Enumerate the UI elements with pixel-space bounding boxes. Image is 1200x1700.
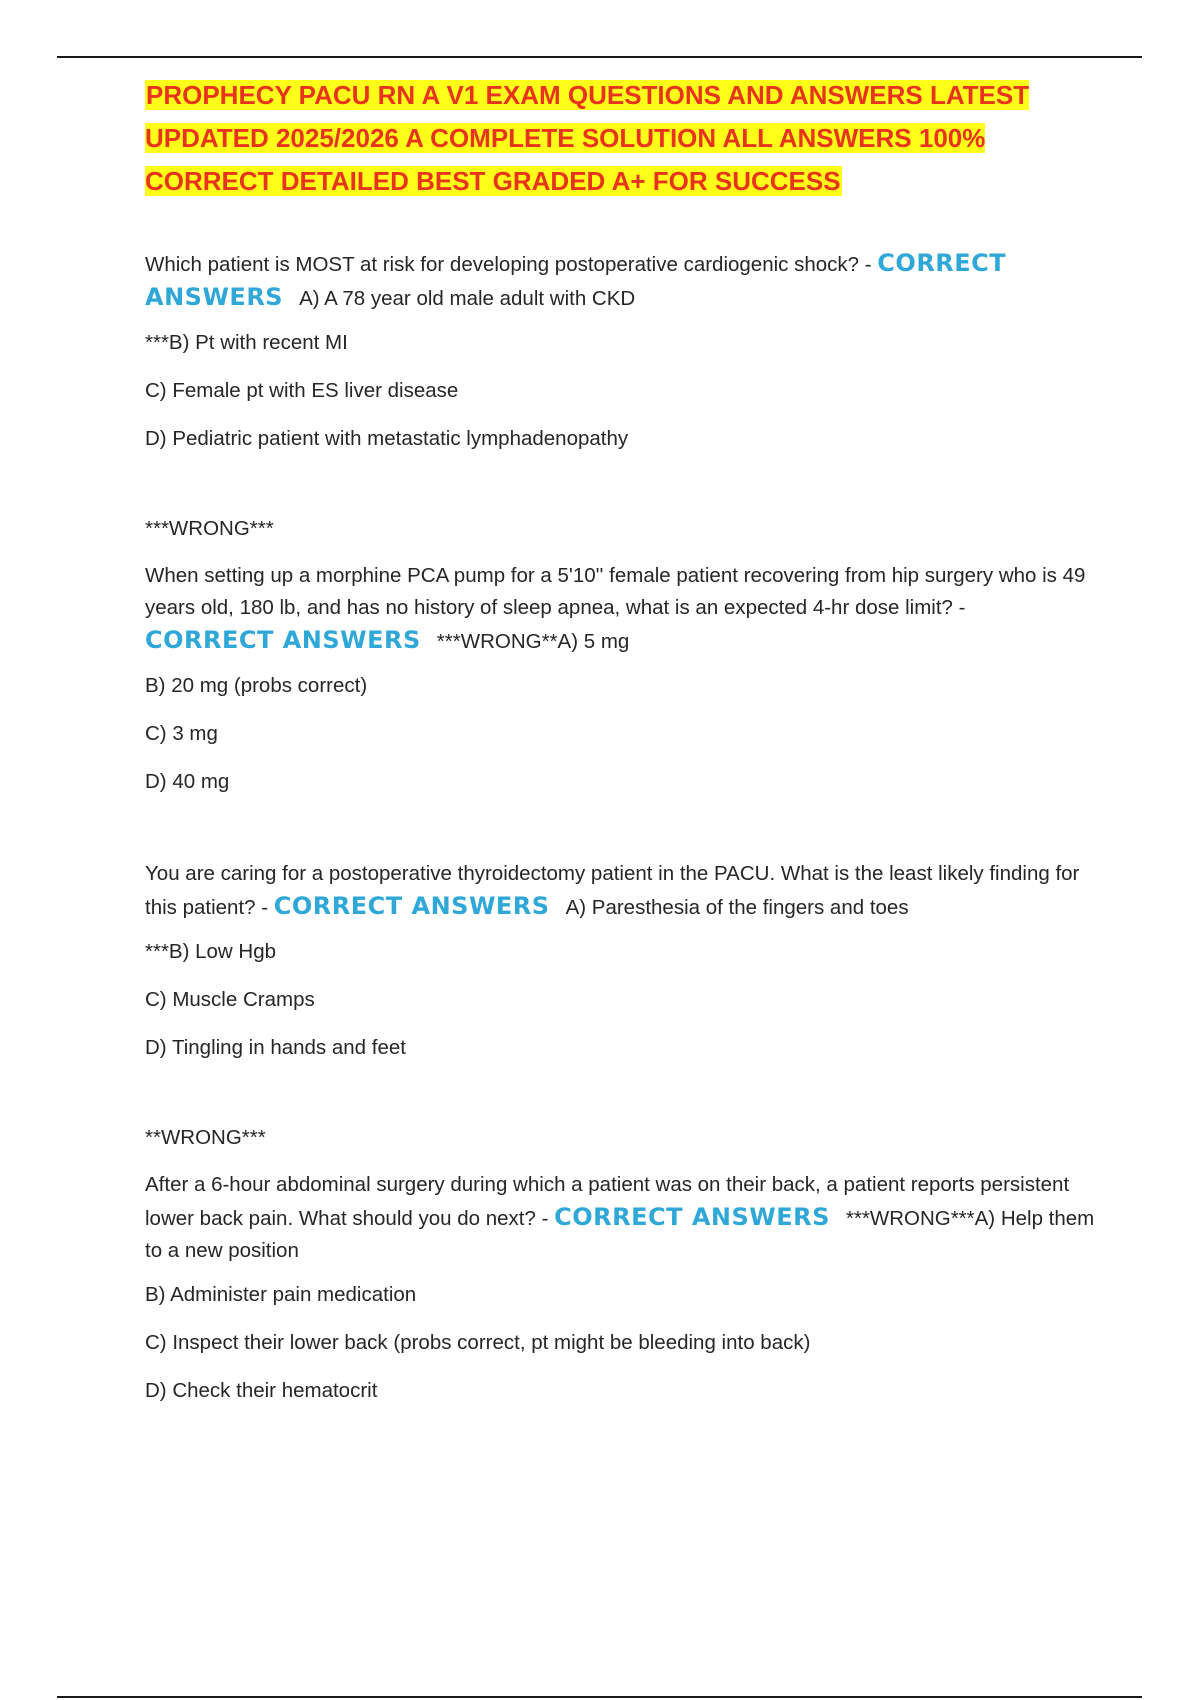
question-4-answer-a: ***WRONG***A) Help them to a new position <box>145 1207 1095 1262</box>
question-3-text: You are caring for a postoperative thyroidectomy patient in the PACU. What is the least likely finding for this patient? - <box>145 862 1080 919</box>
question-1-answer-a: A) A 78 year old male adult with CKD <box>299 287 636 310</box>
correct-answers-label: CORRECT ANSWERS <box>554 1203 830 1231</box>
question-4-option-c: C) Inspect their lower back (probs correct, pt might be bleeding into back) <box>145 1331 811 1354</box>
question-4-stem <box>145 1169 1095 1267</box>
question-1-option-b: ***B) Pt with recent MI <box>145 331 348 354</box>
question-2-option-c: C) 3 mg <box>145 722 218 745</box>
page-top-rule <box>57 56 1142 58</box>
correct-answers-label: CORRECT ANSWERS <box>145 626 421 654</box>
document-body <box>145 74 1095 1425</box>
page-bottom-rule <box>57 1696 1142 1698</box>
question-2-option-b: B) 20 mg (probs correct) <box>145 674 368 697</box>
question-4-option-b: B) Administer pain medication <box>145 1283 417 1306</box>
document-title <box>145 74 1095 203</box>
question-3-stem <box>145 858 1095 924</box>
question-3-option-d: D) Tingling in hands and feet <box>145 1036 406 1059</box>
question-4-marker: **WRONG*** <box>145 1126 266 1149</box>
question-1-text: Which patient is MOST at risk for developing postoperative cardiogenic shock? - <box>145 253 872 276</box>
question-3-answer-a: A) Paresthesia of the fingers and toes <box>565 896 909 919</box>
question-4-text: After a 6-hour abdominal surgery during which a patient was on their back, a patient reports persistent lower back pain. What should you do next? - <box>145 1173 1070 1230</box>
question-2-answer-a: ***WRONG**A) 5 mg <box>436 630 630 653</box>
correct-answers-label: CORRECT ANSWERS <box>273 892 550 920</box>
correct-answers-label: CORRECT ANSWERS <box>145 249 1007 311</box>
question-1-option-d: D) Pediatric patient with metastatic lymphadenopathy <box>145 427 629 450</box>
question-3-option-b: ***B) Low Hgb <box>145 940 277 963</box>
question-2-text: When setting up a morphine PCA pump for a 5'10'' female patient recovering from hip surgery who is 49 years old, 180 lb, and has no history of sleep apnea, what is an expected 4-hr dose limit? - <box>145 564 1086 619</box>
question-2-marker: ***WRONG*** <box>145 517 274 540</box>
question-2-option-d: D) 40 mg <box>145 770 230 793</box>
question-1-stem <box>145 247 1095 315</box>
question-3-option-c: C) Muscle Cramps <box>145 988 315 1011</box>
question-2-stem <box>145 560 1095 658</box>
question-4-option-d: D) Check their hematocrit <box>145 1379 378 1402</box>
question-1-option-c: C) Female pt with ES liver disease <box>145 379 459 402</box>
title-highlight: PROPHECY PACU RN A V1 EXAM QUESTIONS AND ANSWERS LATEST UPDATED 2025/2026 A COMPLETE SOLUTION ALL ANSWERS 100% CORRECT DETAILED BEST GRADED A+ FOR SUCCESS <box>145 80 1030 196</box>
